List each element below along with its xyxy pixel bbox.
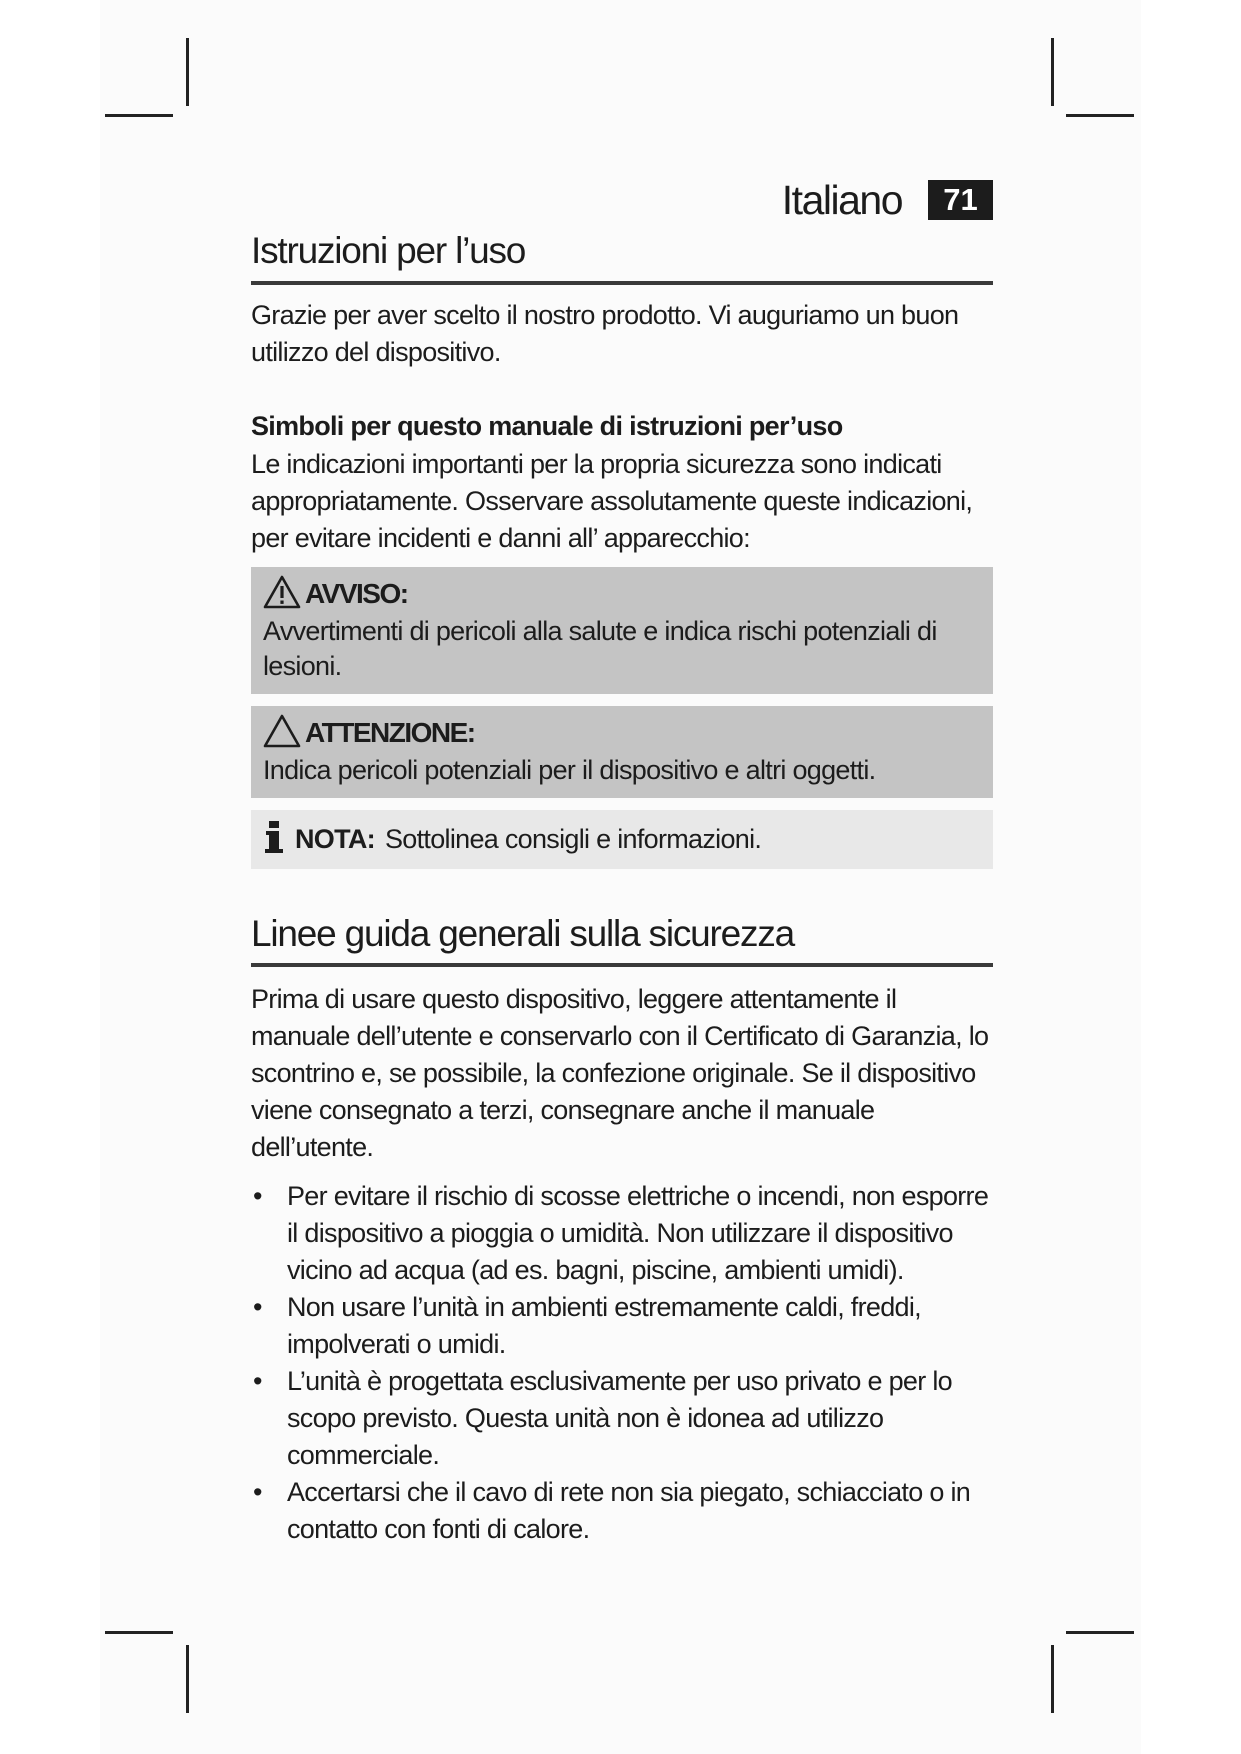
intro-paragraph: Grazie per aver scelto il nostro prodotto. Vi auguriamo un buon utilizzo del dispositivo.	[251, 299, 959, 367]
list-item: • Accertarsi che il cavo di rete non sia piegato, schiacciato o in contatto con fonti di calore.	[251, 1474, 993, 1548]
page-number: 71	[928, 180, 993, 220]
caution-label: ATTENZIONE:	[305, 717, 475, 749]
warning-box	[251, 567, 993, 694]
note-label: NOTA:	[295, 823, 375, 854]
crop-mark-bottom-left-horizontal	[105, 1631, 173, 1634]
section-title-safety: Linee guida generali sulla sicurezza	[251, 913, 993, 968]
language-title: Italiano	[781, 176, 902, 223]
crop-mark-bottom-right-horizontal	[1066, 1631, 1134, 1634]
page-content	[251, 170, 993, 1548]
symbols-paragraph: Le indicazioni importanti per la propria sicurezza sono indicati appropriatamente. Osservare assolutamente queste indicazioni, per evitare incidenti e danni all’ apparecchio:	[251, 448, 973, 553]
crop-mark-top-right-horizontal	[1066, 114, 1134, 117]
crop-mark-bottom-left-vertical	[186, 1645, 189, 1713]
symbols-heading: Simboli per questo manuale di istruzioni per’uso	[251, 410, 843, 441]
crop-mark-top-left-horizontal	[105, 114, 173, 117]
list-item: • L’unità è progettata esclusivamente per uso privato e per lo scopo previsto. Questa unità non è idonea ad utilizzo commerciale.	[251, 1363, 993, 1474]
list-item: • Non usare l’unità in ambienti estremamente caldi, freddi, impolverati o umidi.	[251, 1289, 993, 1363]
section-title-instructions: Istruzioni per l’uso	[251, 230, 993, 285]
warning-triangle-icon	[263, 575, 301, 614]
crop-mark-top-right-vertical	[1051, 38, 1054, 106]
safety-bullet-list	[251, 1178, 993, 1548]
language-header	[251, 170, 993, 230]
caution-box	[251, 706, 993, 798]
list-item: • Per evitare il rischio di scosse elettriche o incendi, non esporre il dispositivo a pioggia o umidità. Non utilizzare il dispositivo vicino ad acqua (ad es. bagni, piscine, ambienti umidi).	[251, 1178, 993, 1289]
note-row	[263, 820, 981, 859]
caution-triangle-icon	[263, 714, 301, 753]
crop-mark-top-left-vertical	[186, 38, 189, 106]
warning-header	[263, 575, 981, 614]
note-text: Sottolinea consigli e informazioni.	[384, 823, 762, 854]
safety-intro-paragraph: Prima di usare questo dispositivo, leggere attentamente il manuale dell’utente e conservarlo con il Certificato di Garanzia, lo scontrino e, se possibile, la confezione originale. Se il dispositivo viene consegnato a terzi, consegnare anche il manuale dell’utente.	[251, 984, 989, 1163]
note-box	[251, 810, 993, 869]
warning-text: Avvertimenti di pericoli alla salute e indica rischi potenziali di lesioni.	[263, 615, 937, 681]
crop-mark-bottom-right-vertical	[1051, 1645, 1054, 1713]
warning-label: AVVISO:	[305, 578, 408, 610]
caution-header	[263, 714, 981, 753]
caution-text: Indica pericoli potenziali per il dispositivo e altri oggetti.	[263, 754, 876, 785]
info-icon	[263, 820, 285, 859]
